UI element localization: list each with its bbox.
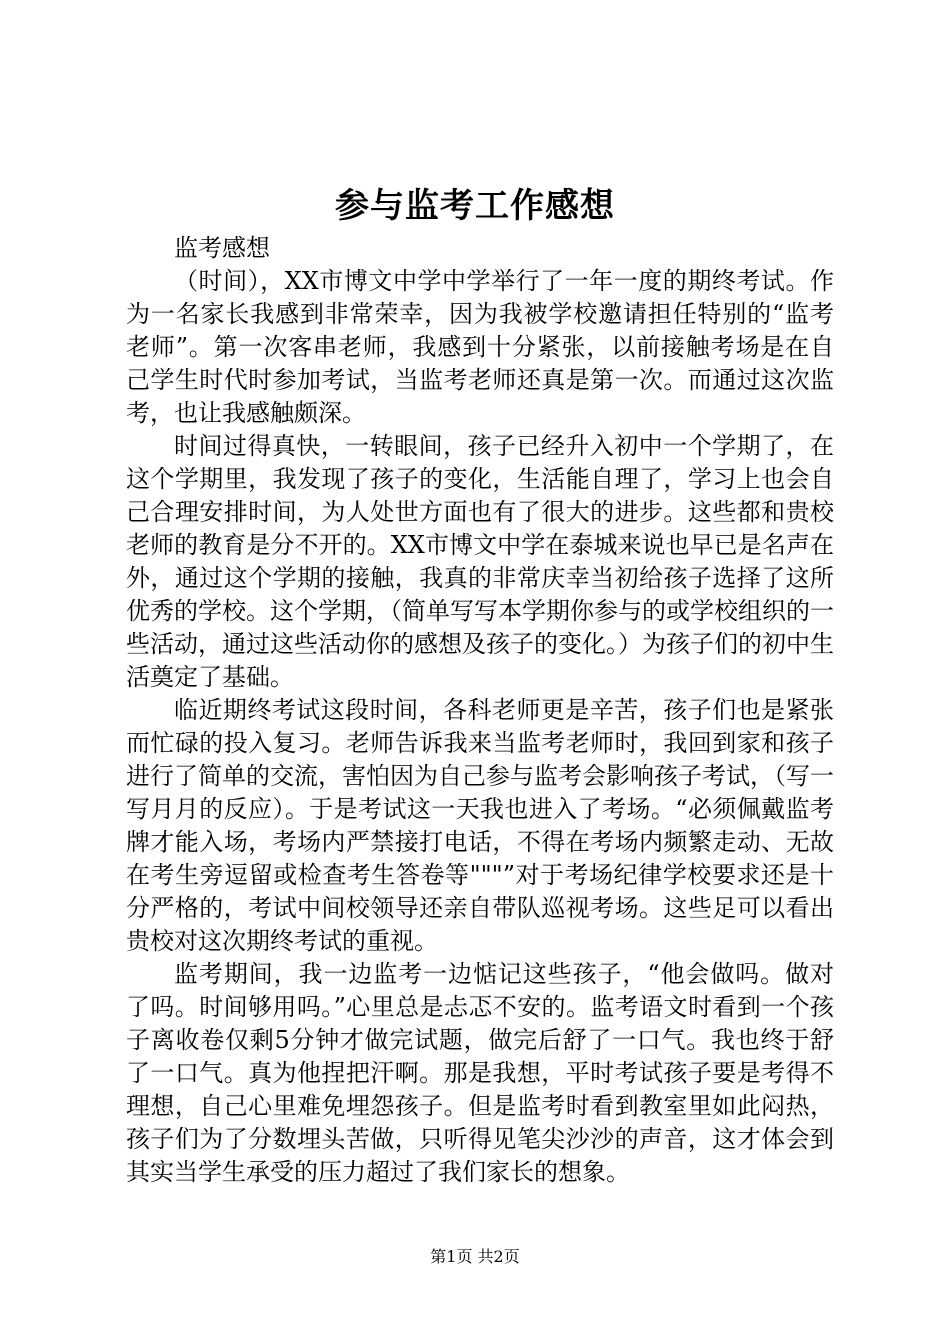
paragraph: （时间），XX市博文中学中学举行了一年一度的期终考试。作为一名家长我感到非常荣幸，因为我被学校邀请担任特别的“监考老师”。第一次客串老师，我感到十分紧张，以前接触考场是在自己学生时代时参加考试，当监考老师还真是第一次。而通过这次监考，也让我感触颇深。 — [126, 267, 834, 427]
document-body — [126, 232, 834, 1189]
paragraph: 时间过得真快，一转眼间，孩子已经升入初中一个学期了，在这个学期里，我发现了孩子的变化，生活能自理了，学习上也会自己合理安排时间，为人处世方面也有了很大的进步。这些都和贵校老师的教育是分不开的。XX市博文中学在泰城来说也早已是名声在外，通过这个学期的接触，我真的非常庆幸当初给孩子选择了这所优秀的学校。这个学期，（简单写写本学期你参与的或学校组织的一些活动，通过这些活动你的感想及孩子的变化。）为孩子们的初中生活奠定了基础。 — [126, 432, 834, 691]
paragraph: 监考期间，我一边监考一边惦记这些孩子，“他会做吗。做对了吗。时间够用吗。”心里总是忐忑不安的。监考语文时看到一个孩子离收卷仅剩5分钟才做完试题，做完后舒了一口气。我也终于舒了一口气。真为他捏把汗啊。那是我想，平时考试孩子要是考得不理想，自己心里难免埋怨孩子。但是监考时看到教室里如此闷热，孩子们为了分数埋头苦做，只听得见笔尖沙沙的声音，这才体会到其实当学生承受的压力超过了我们家长的想象。 — [126, 960, 834, 1186]
document-title: 参与监考工作感想 — [335, 186, 615, 226]
page-footer: 第1页 共2页 — [430, 1247, 520, 1266]
paragraph-heading: 监考感想 — [174, 234, 270, 262]
paragraph: 临近期终考试这段时间，各科老师更是辛苦，孩子们也是紧张而忙碌的投入复习。老师告诉我来当监考老师时，我回到家和孩子进行了简单的交流，害怕因为自己参与监考会影响孩子考试，（写一写月月的反应）。于是考试这一天我也进入了考场。“必须佩戴监考牌才能入场，考场内严禁接打电话，不得在考场内频繁走动、无故在考生旁逗留或检查考生答卷等"""”对于考场纪律学校要求还是十分严格的，考试中间校领导还亲自带队巡视考场。这些足可以看出贵校对这次期终考试的重视。 — [126, 696, 834, 955]
